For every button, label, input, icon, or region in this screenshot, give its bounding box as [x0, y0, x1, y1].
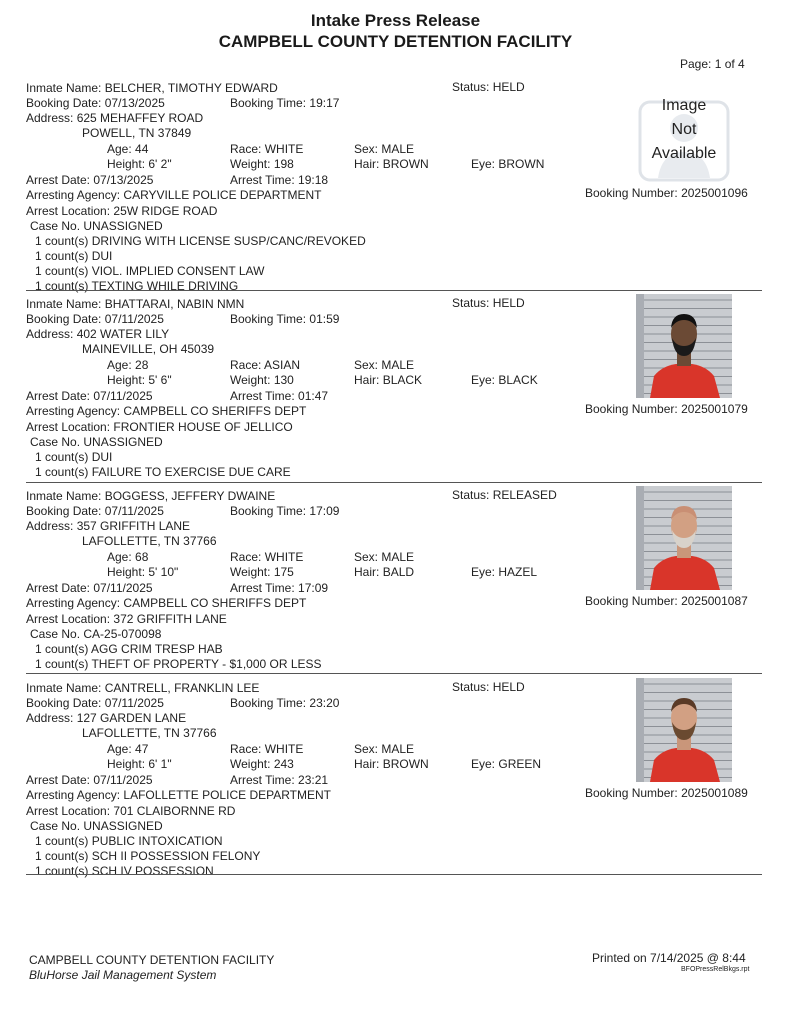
- race-value: WHITE: [264, 142, 304, 156]
- arrest-location: [26, 804, 235, 818]
- inmate-name-value: BELCHER, TIMOTHY EDWARD: [104, 81, 278, 95]
- booking-time-value: 19:17: [309, 96, 340, 110]
- eye-label: Eye:: [471, 373, 496, 387]
- age-label: Age:: [107, 358, 132, 372]
- eye-value: HAZEL: [498, 565, 538, 579]
- report-filename: BFOPressRelBkgs.rpt: [681, 966, 750, 973]
- booking-date-value: 07/13/2025: [104, 96, 165, 110]
- height-value: 5' 6": [148, 373, 172, 387]
- booking-date: [26, 96, 165, 110]
- inmate-name: [26, 297, 244, 311]
- weight: [230, 757, 294, 771]
- arresting-agency-value: CAMPBELL CO SHERIFFS DEPT: [123, 596, 307, 610]
- case-number: [30, 627, 161, 641]
- age: [107, 358, 148, 372]
- race-label: Race:: [230, 358, 262, 372]
- footer-facility: CAMPBELL COUNTY DETENTION FACILITY: [29, 953, 275, 967]
- hair-label: Hair:: [354, 757, 380, 771]
- race-value: WHITE: [264, 550, 304, 564]
- booking-time-label: Booking Time:: [230, 312, 307, 326]
- age-label: Age:: [107, 142, 132, 156]
- arrest-date: [26, 581, 153, 595]
- booking-number: [585, 786, 748, 800]
- document-title: Intake Press Release: [310, 11, 481, 30]
- eye: [471, 157, 544, 171]
- sex-value: MALE: [381, 550, 415, 564]
- inmate-name-value: BHATTARAI, NABIN NMN: [104, 297, 245, 311]
- case-number-value: UNASSIGNED: [83, 435, 163, 449]
- height-value: 5' 10": [148, 565, 179, 579]
- sex-label: Sex:: [354, 358, 379, 372]
- arrest-location-value: 25W RIDGE ROAD: [113, 204, 218, 218]
- arrest-location-label: Arrest Location:: [26, 804, 111, 818]
- arrest-location-label: Arrest Location:: [26, 420, 111, 434]
- booking-time-value: 17:09: [309, 504, 340, 518]
- address-value: 402 WATER LILY: [76, 327, 170, 341]
- status-value: RELEASED: [492, 488, 557, 502]
- status-label: Status:: [452, 488, 490, 502]
- record-divider: [26, 673, 762, 674]
- weight-label: Weight:: [230, 757, 271, 771]
- weight-label: Weight:: [230, 157, 271, 171]
- booking-number-value: 2025001087: [681, 594, 748, 608]
- inmate-name-value: BOGGESS, JEFFERY DWAINE: [104, 489, 276, 503]
- page-indicator: Page: 1 of 4: [680, 57, 745, 71]
- race-label: Race:: [230, 142, 262, 156]
- booking-time-label: Booking Time:: [230, 696, 307, 710]
- eye-label: Eye:: [471, 565, 496, 579]
- sex: [354, 142, 414, 156]
- mugshot-photo: [636, 678, 732, 782]
- eye: [471, 565, 537, 579]
- status-label: Status:: [452, 680, 490, 694]
- weight-label: Weight:: [230, 565, 271, 579]
- image-unavailable-text: Available: [651, 145, 717, 162]
- race-value: WHITE: [264, 742, 304, 756]
- address-label: Address:: [26, 111, 74, 125]
- inmate-name: [26, 81, 278, 95]
- booking-date-value: 07/11/2025: [104, 312, 164, 326]
- status-label: Status:: [452, 296, 490, 310]
- race: [230, 742, 303, 756]
- weight-label: Weight:: [230, 373, 271, 387]
- arresting-agency-value: CAMPBELL CO SHERIFFS DEPT: [123, 404, 307, 418]
- booking-time: [230, 696, 339, 710]
- arrest-location: [26, 204, 217, 218]
- case-number-label: Case No.: [30, 627, 81, 641]
- booking-date: [26, 312, 164, 326]
- sex-value: MALE: [381, 142, 415, 156]
- mugshot-frame: [636, 678, 732, 782]
- booking-date: [26, 696, 164, 710]
- hair-value: BROWN: [382, 157, 429, 171]
- arresting-agency: [26, 596, 306, 610]
- arrest-time-label: Arrest Time:: [230, 581, 295, 595]
- height-chart-edge: [636, 294, 644, 398]
- case-number-value: UNASSIGNED: [83, 219, 163, 233]
- age-label: Age:: [107, 550, 132, 564]
- inmate-name-label: Inmate Name:: [26, 81, 102, 95]
- address-label: Address:: [26, 519, 74, 533]
- printed-timestamp: Printed on 7/14/2025 @ 8:44: [592, 951, 746, 965]
- footer-system: BluHorse Jail Management System: [29, 968, 217, 982]
- case-number-label: Case No.: [30, 819, 81, 833]
- height-chart-edge: [636, 678, 644, 782]
- eye: [471, 373, 538, 387]
- eye: [471, 757, 541, 771]
- eye-value: BLACK: [498, 373, 538, 387]
- arrest-location-value: 372 GRIFFITH LANE: [113, 612, 227, 626]
- sex-label: Sex:: [354, 550, 379, 564]
- arresting-agency: [26, 788, 331, 802]
- inmate-name-value: CANTRELL, FRANKLIN LEE: [104, 681, 260, 695]
- hair-label: Hair:: [354, 157, 380, 171]
- weight-value: 198: [273, 157, 294, 171]
- case-number-label: Case No.: [30, 219, 81, 233]
- weight: [230, 157, 294, 171]
- record-divider: [26, 874, 762, 875]
- hair-value: BALD: [382, 565, 415, 579]
- arresting-agency-label: Arresting Agency:: [26, 596, 121, 610]
- charge-line: 1 count(s) SCH II POSSESSION FELONY: [35, 849, 261, 863]
- charge-line: 1 count(s) DUI: [35, 450, 113, 464]
- arrest-time-value: 23:21: [298, 773, 329, 787]
- booking-number-value: 2025001079: [681, 402, 748, 416]
- weight-value: 175: [273, 565, 294, 579]
- arrest-time-value: 17:09: [298, 581, 329, 595]
- case-number: [30, 435, 163, 449]
- charge-line: 1 count(s) AGG CRIM TRESP HAB: [35, 642, 223, 656]
- sex-value: MALE: [381, 742, 415, 756]
- arresting-agency-value: CARYVILLE POLICE DEPARTMENT: [123, 188, 322, 202]
- age: [107, 142, 148, 156]
- image-unavailable-text: Image: [661, 97, 707, 114]
- weight: [230, 565, 294, 579]
- case-number-value: CA-25-070098: [83, 627, 162, 641]
- sex: [354, 550, 414, 564]
- arresting-agency-value: LAFOLLETTE POLICE DEPARTMENT: [123, 788, 332, 802]
- arrest-date: [26, 773, 153, 787]
- height-label: Height:: [107, 565, 146, 579]
- arrest-time: [230, 173, 328, 187]
- hair: [354, 757, 429, 771]
- address: [26, 327, 169, 341]
- arrest-time: [230, 581, 328, 595]
- charge-line: 1 count(s) VIOL. IMPLIED CONSENT LAW: [35, 264, 265, 278]
- case-number-label: Case No.: [30, 435, 81, 449]
- arrest-location-label: Arrest Location:: [26, 612, 111, 626]
- booking-date-label: Booking Date:: [26, 96, 102, 110]
- booking-number: [585, 594, 748, 608]
- arresting-agency: [26, 404, 306, 418]
- booking-time-label: Booking Time:: [230, 96, 307, 110]
- inmate-record: [0, 486, 791, 686]
- address-city: LAFOLLETTE, TN 37766: [82, 726, 217, 740]
- charge-line: 1 count(s) PUBLIC INTOXICATION: [35, 834, 223, 848]
- arrest-time-label: Arrest Time:: [230, 389, 295, 403]
- height: [107, 373, 172, 387]
- charge-line: 1 count(s) THEFT OF PROPERTY - $1,000 OR LESS: [35, 657, 322, 671]
- eye-value: GREEN: [498, 757, 542, 771]
- arrest-location-value: 701 CLAIBORNNE RD: [113, 804, 236, 818]
- arrest-time-value: 19:18: [298, 173, 329, 187]
- booking-number-label: Booking Number:: [585, 402, 678, 416]
- hair-label: Hair:: [354, 373, 380, 387]
- age-value: 44: [135, 142, 149, 156]
- address-value: 357 GRIFFITH LANE: [76, 519, 191, 533]
- image-unavailable-text: Not: [671, 121, 697, 138]
- weight-value: 130: [273, 373, 294, 387]
- hair: [354, 373, 422, 387]
- booking-number-value: 2025001089: [681, 786, 748, 800]
- height: [107, 157, 172, 171]
- inmate-name-label: Inmate Name:: [26, 489, 102, 503]
- mugshot-photo: [636, 486, 732, 590]
- address-city: MAINEVILLE, OH 45039: [82, 342, 215, 356]
- inmate-record: [0, 678, 791, 878]
- sex-label: Sex:: [354, 742, 379, 756]
- inmate-name-label: Inmate Name:: [26, 681, 102, 695]
- mugshot-frame: [636, 294, 732, 398]
- arrest-date: [26, 173, 153, 187]
- hair: [354, 565, 414, 579]
- address: [26, 711, 186, 725]
- weight-value: 243: [273, 757, 294, 771]
- eye-value: BROWN: [498, 157, 545, 171]
- height-label: Height:: [107, 757, 146, 771]
- inmate-name: [26, 681, 259, 695]
- booking-date-label: Booking Date:: [26, 696, 102, 710]
- address-value: 625 MEHAFFEY ROAD: [76, 111, 204, 125]
- arrest-date-value: 07/11/2025: [93, 389, 153, 403]
- height-label: Height:: [107, 373, 146, 387]
- booking-number-value: 2025001096: [681, 186, 748, 200]
- arrest-date-label: Arrest Date:: [26, 581, 91, 595]
- arrest-time-label: Arrest Time:: [230, 773, 295, 787]
- arrest-location-label: Arrest Location:: [26, 204, 111, 218]
- hair: [354, 157, 429, 171]
- arrest-date-label: Arrest Date:: [26, 173, 91, 187]
- status-value: HELD: [492, 80, 525, 94]
- charge-line: 1 count(s) DUI: [35, 249, 113, 263]
- charge-line: 1 count(s) FAILURE TO EXERCISE DUE CARE: [35, 465, 291, 479]
- address: [26, 111, 203, 125]
- inmate-record: [0, 78, 791, 293]
- address-city: POWELL, TN 37849: [82, 126, 192, 140]
- eye-label: Eye:: [471, 157, 496, 171]
- booking-date-label: Booking Date:: [26, 504, 102, 518]
- booking-number-label: Booking Number:: [585, 786, 678, 800]
- arrest-date-value: 07/13/2025: [93, 173, 154, 187]
- arresting-agency: [26, 188, 321, 202]
- race: [230, 550, 303, 564]
- arrest-location-value: FRONTIER HOUSE OF JELLICO: [113, 420, 293, 434]
- mugshot-photo: [636, 294, 732, 398]
- booking-time: [230, 312, 339, 326]
- age-label: Age:: [107, 742, 132, 756]
- status-value: HELD: [492, 680, 525, 694]
- height: [107, 565, 178, 579]
- race-value: ASIAN: [264, 358, 301, 372]
- arresting-agency-label: Arresting Agency:: [26, 788, 121, 802]
- age: [107, 742, 148, 756]
- arrest-location: [26, 612, 227, 626]
- booking-time-value: 23:20: [309, 696, 340, 710]
- booking-time: [230, 504, 339, 518]
- status: [452, 80, 525, 94]
- booking-date-value: 07/11/2025: [104, 504, 164, 518]
- race-label: Race:: [230, 550, 262, 564]
- booking-time-value: 01:59: [309, 312, 340, 326]
- weight: [230, 373, 294, 387]
- status-value: HELD: [492, 296, 525, 310]
- age-value: 68: [135, 550, 149, 564]
- sex: [354, 742, 414, 756]
- height: [107, 757, 172, 771]
- arresting-agency-label: Arresting Agency:: [26, 188, 121, 202]
- booking-date-value: 07/11/2025: [104, 696, 164, 710]
- sex-label: Sex:: [354, 142, 379, 156]
- status-label: Status:: [452, 80, 490, 94]
- arrest-date-value: 07/11/2025: [93, 581, 153, 595]
- charge-line: 1 count(s) DRIVING WITH LICENSE SUSP/CANC/REVOKED: [35, 234, 366, 248]
- height-chart-edge: [636, 486, 644, 590]
- race: [230, 358, 300, 372]
- booking-date-label: Booking Date:: [26, 312, 102, 326]
- arrest-time: [230, 773, 328, 787]
- booking-number-label: Booking Number:: [585, 594, 678, 608]
- case-number-value: UNASSIGNED: [83, 819, 163, 833]
- hair-label: Hair:: [354, 565, 380, 579]
- race: [230, 142, 303, 156]
- age: [107, 550, 148, 564]
- booking-time: [230, 96, 339, 110]
- booking-number-label: Booking Number:: [585, 186, 678, 200]
- arrest-date-value: 07/11/2025: [93, 773, 153, 787]
- address-city: LAFOLLETTE, TN 37766: [82, 534, 217, 548]
- address: [26, 519, 190, 533]
- height-value: 6' 2": [148, 157, 172, 171]
- age-value: 47: [135, 742, 149, 756]
- facility-title: CAMPBELL COUNTY DETENTION FACILITY: [218, 32, 573, 51]
- case-number: [30, 219, 163, 233]
- sex: [354, 358, 414, 372]
- charge-line: 1 count(s) SCH IV POSSESSION: [35, 864, 214, 878]
- status: [452, 488, 557, 502]
- hair-value: BLACK: [382, 373, 423, 387]
- address-label: Address:: [26, 711, 74, 725]
- height-value: 6' 1": [148, 757, 172, 771]
- arrest-date-label: Arrest Date:: [26, 773, 91, 787]
- address-label: Address:: [26, 327, 74, 341]
- status: [452, 680, 525, 694]
- sex-value: MALE: [381, 358, 415, 372]
- mugshot-frame: [636, 486, 732, 590]
- record-divider: [26, 290, 762, 291]
- height-label: Height:: [107, 157, 146, 171]
- arrest-time: [230, 389, 328, 403]
- case-number: [30, 819, 163, 833]
- status: [452, 296, 525, 310]
- booking-number: [585, 402, 748, 416]
- arrest-time-value: 01:47: [298, 389, 329, 403]
- inmate-record: [0, 294, 791, 494]
- booking-date: [26, 504, 164, 518]
- inmate-name-label: Inmate Name:: [26, 297, 102, 311]
- arrest-date: [26, 389, 153, 403]
- eye-label: Eye:: [471, 757, 496, 771]
- arresting-agency-label: Arresting Agency:: [26, 404, 121, 418]
- record-divider: [26, 482, 762, 483]
- race-label: Race:: [230, 742, 262, 756]
- arrest-location: [26, 420, 293, 434]
- arrest-time-label: Arrest Time:: [230, 173, 295, 187]
- image-not-available: [636, 94, 732, 194]
- hair-value: BROWN: [382, 757, 429, 771]
- booking-time-label: Booking Time:: [230, 504, 307, 518]
- charge-line: 1 count(s) TEXTING WHILE DRIVING: [35, 279, 239, 293]
- address-value: 127 GARDEN LANE: [76, 711, 187, 725]
- age-value: 28: [135, 358, 149, 372]
- arrest-date-label: Arrest Date:: [26, 389, 91, 403]
- inmate-name: [26, 489, 275, 503]
